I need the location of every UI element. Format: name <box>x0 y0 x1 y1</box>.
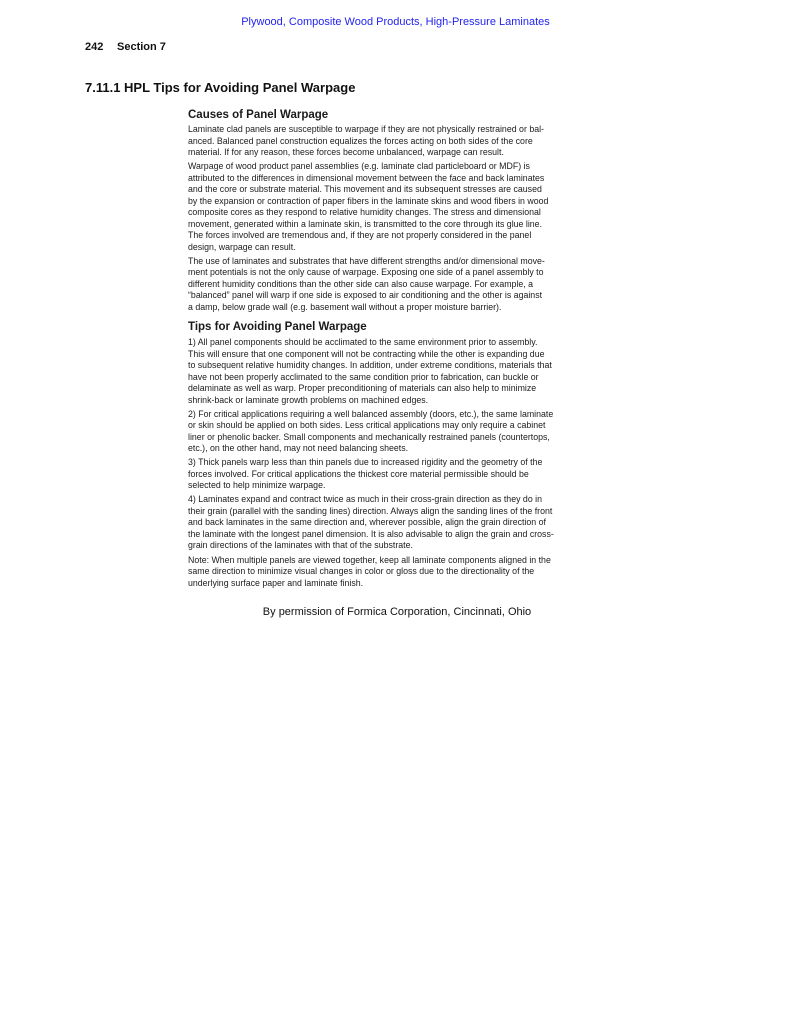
text-line: same direction to minimize visual changes in color or gloss due to the directionality of the <box>188 566 535 577</box>
text-line: and back laminates in the same direction and, wherever possible, align the grain direction of <box>188 517 546 528</box>
text-line: Warpage of wood product panel assemblies (e.g. laminate clad particleboard or MDF) is <box>188 161 530 172</box>
text-line: movement, generated within a laminate skin, is transmitted to the core through its glue line. <box>188 218 543 229</box>
text-line: Note: When multiple panels are viewed together, keep all laminate components aligned in the <box>188 554 551 565</box>
text-line: The use of laminates and substrates that have different strengths and/or dimensional move- <box>188 255 545 266</box>
text-line: and the core or substrate material. This movement and its subsequent stresses are caused <box>188 184 542 195</box>
text-line: the laminate with the longest panel dimension. It is also advisable to align the grain and cross- <box>188 528 554 539</box>
text-line: selected to help minimize warpage. <box>188 480 326 491</box>
text-line: or skin should be applied on both sides. Less critical applications may only require a cabinet <box>188 420 546 431</box>
text-line: different humidity conditions than the other side can also cause warpage. For example, a <box>188 278 534 289</box>
paragraph <box>188 124 608 159</box>
text-line: their grain (parallel with the sanding lines) direction. Always align the sanding lines of the front <box>188 505 553 516</box>
text-line: 3) Thick panels warp less than thin panels due to increased rigidity and the geometry of the <box>188 457 543 468</box>
tip-item-4 <box>188 494 608 552</box>
text-line: ment potentials is not the only cause of warpage. Exposing one side of a panel assembly to <box>188 267 544 278</box>
text-line: The forces involved are tremendous and, if they are not properly considered in the panel <box>188 230 532 241</box>
text-line: delaminate as well as warp. Proper preconditioning of materials can also help to minimize <box>188 383 537 394</box>
subsection-heading-causes: Causes of Panel Warpage <box>188 109 329 121</box>
text-line: to subsequent relative humidity changes. In addition, under extreme conditions, materials that <box>188 360 552 371</box>
text-line: This will ensure that one component will not be contracting while the other is expanding due <box>188 348 545 359</box>
note-paragraph <box>188 555 608 590</box>
text-line: have not been properly acclimated to the same condition prior to fabrication, can buckle or <box>188 371 539 382</box>
text-line: “balanced” panel will warp if one side is exposed to air conditioning and the other is against <box>188 290 543 301</box>
text-line: material. If for any reason, these forces become unbalanced, warpage can result. <box>188 147 504 158</box>
tip-item-2 <box>188 409 608 455</box>
text-line: a damp, below grade wall (e.g. basement wall without a proper moisture barrier). <box>188 301 502 312</box>
text-line: attributed to the differences in dimensional movement between the face and back laminates <box>188 172 545 183</box>
text-line: grain directions of the laminates with that of the substrate. <box>188 540 413 551</box>
text-line: composite cores as they respond to relative humidity changes. The stress and dimensional <box>188 207 541 218</box>
paragraph <box>188 161 608 253</box>
text-line: design, warpage can result. <box>188 241 296 252</box>
text-line: 1) All panel components should be acclimated to the same environment prior to assembly. <box>188 337 538 348</box>
text-line: Laminate clad panels are susceptible to warpage if they are not physically restrained or bal- <box>188 124 544 135</box>
section-label: Section 7 <box>117 41 166 53</box>
paragraph <box>188 256 608 314</box>
subsection-heading-tips: Tips for Avoiding Panel Warpage <box>188 321 367 334</box>
text-line: 2) For critical applications requiring a well balanced assembly (doors, etc.), the same laminate <box>188 408 554 419</box>
page-number: 242 <box>85 41 104 53</box>
text-line: 4) Laminates expand and contract twice as much in their cross-grain direction as they do in <box>188 494 543 505</box>
section-title: 7.11.1 HPL Tips for Avoiding Panel Warpage <box>85 80 356 95</box>
text-line: etc.), on the other hand, may not need balancing sheets. <box>188 443 409 454</box>
tip-item-3 <box>188 457 608 492</box>
text-line: underlying surface paper and laminate finish. <box>188 577 364 588</box>
tip-item-1 <box>188 337 608 406</box>
article-body <box>188 108 608 589</box>
text-line: liner or phenolic backer. Small components and mechanically restrained panels (countertops, <box>188 431 550 442</box>
running-header-link[interactable]: Plywood, Composite Wood Products, High-Pressure Laminates <box>241 16 550 28</box>
text-line: shrink-back or laminate growth problems on machined edges. <box>188 394 429 405</box>
permission-credit: By permission of Formica Corporation, Cincinnati, Ohio <box>262 606 532 618</box>
text-line: anced. Balanced panel construction equalizes the forces acting on both sides of the core <box>188 135 533 146</box>
text-line: by the expansion or contraction of paper fibers in the laminate skins and wood fibers in wood <box>188 195 549 206</box>
text-line: forces involved. For critical applications the thickest core material permissible should be <box>188 468 529 479</box>
